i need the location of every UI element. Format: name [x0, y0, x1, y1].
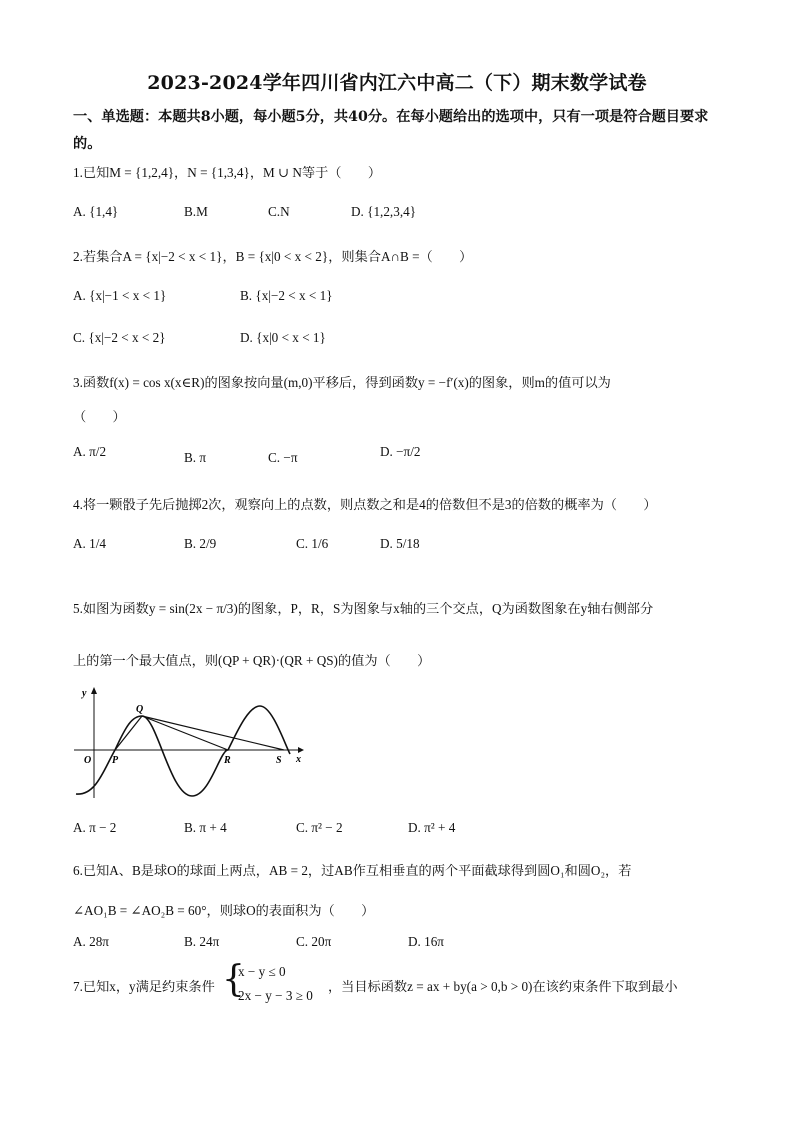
q4-option-b: B. 2/9 — [184, 536, 217, 551]
label-x: x — [296, 754, 301, 765]
y-axis-arrow — [91, 687, 97, 694]
q6-option-b: B. 24π — [184, 934, 220, 949]
q2-option-c: C. {x|−2 < x < 2} — [73, 330, 166, 345]
segment-qp — [115, 716, 142, 750]
q5-option-a: A. π − 2 — [73, 820, 117, 835]
label-r: R — [224, 755, 231, 766]
q6-option-c: C. 20π — [296, 934, 332, 949]
q4-option-a: A. 1/4 — [73, 536, 106, 551]
question-3-stem-cont: （ ） — [73, 409, 126, 424]
q3-option-b: B. π — [184, 450, 207, 465]
q5-option-b: B. π + 4 — [184, 820, 227, 835]
label-y: y — [82, 688, 87, 699]
question-2-stem: 2.若集合A = {x|−2 < x < 1}，B = {x|0 < x < 2}，则集合A∩B =（ ） — [73, 249, 473, 264]
q2-option-d: D. {x|0 < x < 1} — [240, 330, 326, 345]
q6-option-d: D. 16π — [408, 934, 444, 949]
q1-option-b: B.M — [184, 204, 208, 219]
q3-option-d: D. −π/2 — [380, 444, 421, 459]
sine-curve — [76, 706, 290, 796]
q5-option-c: C. π² − 2 — [296, 820, 343, 835]
question-3-stem: 3.函数f(x) = cos x(x∈R)的图象按向量(m,0)平移后，得到函数y = −f′(x)的图象，则m的值可以为 — [73, 375, 611, 390]
constraint-1: x − y ≤ 0 — [238, 964, 286, 979]
question-6-stem: 6.已知A、B是球O的球面上两点，AB = 2，过AB作互相垂直的两个平面截球得到圆O₁和圆O₂，若 — [73, 863, 632, 878]
system-brace: { — [222, 959, 245, 1000]
x-axis-arrow — [298, 747, 304, 753]
label-p: P — [112, 755, 119, 766]
q1-option-d: D. {1,2,3,4} — [351, 204, 417, 219]
section-heading: 一、单选题：本题共8小题，每小题5分，共40分。在每小题给出的选项中，只有一项是符合题目要求的。 — [73, 109, 709, 152]
sine-graph-figure — [72, 684, 312, 802]
q3-option-a: A. π/2 — [73, 444, 107, 459]
q2-option-a: A. {x|−1 < x < 1} — [73, 288, 167, 303]
q6-option-a: A. 28π — [73, 934, 109, 949]
question-1-stem: 1.已知M = {1,2,4}，N = {1,3,4}，M ∪ N等于（ ） — [73, 165, 382, 180]
label-q: Q — [136, 704, 144, 715]
exam-title: 2023-2024学年四川省内江六中高二（下）期末数学试卷 — [147, 72, 647, 94]
segment-qs — [142, 716, 284, 750]
question-7-stem-pre: 7.已知x，y满足约束条件 — [73, 979, 215, 994]
question-4-stem: 4.将一颗骰子先后抛掷2次，观察向上的点数，则点数之和是4的倍数但不是3的倍数的概率为（ ） — [73, 497, 657, 512]
q5-option-d: D. π² + 4 — [408, 820, 456, 835]
q4-option-c: C. 1/6 — [296, 536, 329, 551]
q1-option-a: A. {1,4} — [73, 204, 119, 219]
q2-option-b: B. {x|−2 < x < 1} — [240, 288, 333, 303]
q1-option-c: C.N — [268, 204, 290, 219]
question-7-stem-post: ，当目标函数z = ax + by(a > 0,b > 0)在该约束条件下取到最小 — [328, 979, 678, 994]
question-6-stem-cont: ∠AO₁B = ∠AO₂B = 60°，则球O的表面积为（ ） — [73, 903, 375, 918]
q3-option-c: C. −π — [268, 450, 298, 465]
q4-option-d: D. 5/18 — [380, 536, 420, 551]
label-s: S — [276, 755, 282, 766]
question-5-stem-cont: 上的第一个最大值点，则(QP + QR)·(QR + QS)的值为（ ） — [73, 653, 431, 668]
constraint-2: 2x − y − 3 ≥ 0 — [238, 988, 313, 1003]
label-o: O — [84, 755, 92, 766]
question-5-stem: 5.如图为函数y = sin(2x − π/3)的图象，P，R，S为图象与x轴的三个交点，Q为函数图象在y轴右侧部分 — [73, 601, 654, 616]
